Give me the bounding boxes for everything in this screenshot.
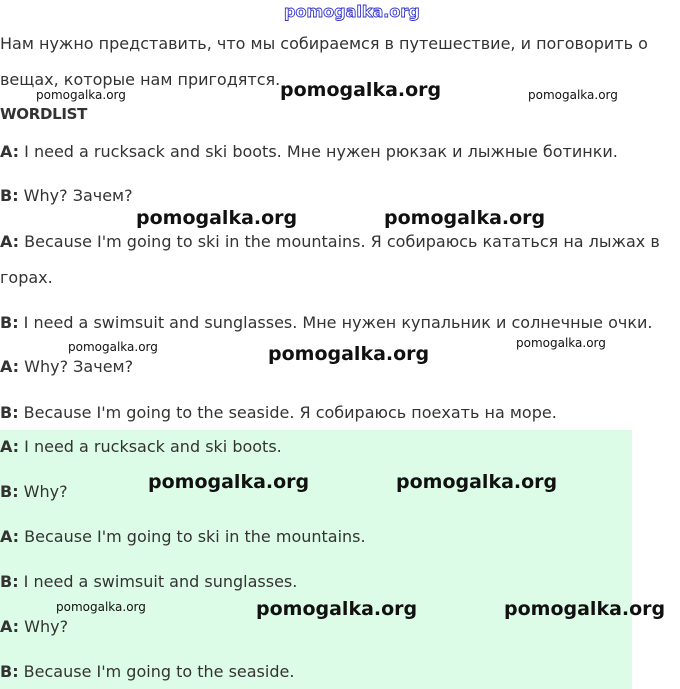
speaker-label: B: [0, 572, 19, 591]
speaker-label: B: [0, 403, 19, 422]
dialogue-text: I need a swimsuit and sunglasses. Мне нужен купальник и солнечные очки. [18, 313, 653, 332]
dialogue-text: Why? [19, 617, 69, 636]
dialogue-en-line-4 [0, 572, 297, 592]
speaker-label: B: [0, 313, 19, 332]
watermark: pomogalka.org [68, 340, 158, 354]
dialogue-text: Because I'm going to ski in the mountains. [19, 527, 366, 546]
dialogue-ru-line-5 [0, 357, 133, 377]
dialogue-text: I need a rucksack and ski boots. Мне нужен рюкзак и лыжные ботинки. [19, 142, 618, 161]
dialogue-en-line-5 [0, 617, 68, 637]
dialogue-ru-line-6 [0, 403, 557, 423]
watermark: pomogalka.org [396, 471, 558, 493]
dialogue-en-line-3 [0, 527, 366, 547]
dialogue-ru-line-3 [0, 232, 660, 252]
dialogue-ru-line-4 [0, 313, 652, 333]
dialogue-text: Why? [18, 482, 68, 501]
watermark: pomogalka.org [516, 336, 606, 350]
dialogue-en-line-1 [0, 437, 282, 457]
dialogue-text: I need a rucksack and ski boots. [19, 437, 282, 456]
speaker-label: B: [0, 186, 19, 205]
dialogue-text: Why? Зачем? [19, 357, 134, 376]
speaker-label: B: [0, 482, 19, 501]
speaker-label: A: [0, 527, 20, 546]
speaker-label: B: [0, 662, 19, 681]
top-watermark: pomogalka.org [284, 2, 420, 21]
wordlist-heading: WORDLIST [0, 105, 88, 123]
watermark: pomogalka.org [528, 88, 618, 102]
watermark: pomogalka.org [36, 88, 126, 102]
dialogue-en-line-6 [0, 662, 294, 682]
watermark: pomogalka.org [256, 598, 418, 620]
english-dialogue-panel [0, 430, 632, 689]
dialogue-en-line-2 [0, 482, 68, 502]
dialogue-text: Because I'm going to the seaside. [18, 662, 295, 681]
watermark: pomogalka.org [268, 343, 430, 365]
dialogue-text: Because I'm going to the seaside. Я собираюсь поехать на море. [18, 403, 557, 422]
watermark: pomogalka.org [56, 600, 146, 614]
watermark: pomogalka.org [136, 207, 298, 229]
watermark: pomogalka.org [148, 471, 310, 493]
speaker-label: A: [0, 617, 20, 636]
intro-line-2: вещах, которые нам пригодятся. [0, 70, 281, 89]
speaker-label: A: [0, 357, 20, 376]
dialogue-ru-line-1 [0, 142, 618, 162]
speaker-label: A: [0, 232, 20, 251]
dialogue-text: Why? Зачем? [18, 186, 133, 205]
watermark: pomogalka.org [384, 207, 546, 229]
speaker-label: A: [0, 437, 20, 456]
dialogue-text: Because I'm going to ski in the mountains. Я собираюсь кататься на лыжах в [19, 232, 660, 251]
dialogue-ru-line-3-cont: горах. [0, 268, 53, 287]
dialogue-ru-line-2 [0, 186, 133, 206]
speaker-label: A: [0, 142, 20, 161]
watermark: pomogalka.org [504, 598, 666, 620]
intro-line-1: Нам нужно представить, что мы собираемся в путешествие, и поговорить о [0, 34, 648, 53]
dialogue-text: I need a swimsuit and sunglasses. [18, 572, 298, 591]
watermark: pomogalka.org [280, 79, 442, 101]
